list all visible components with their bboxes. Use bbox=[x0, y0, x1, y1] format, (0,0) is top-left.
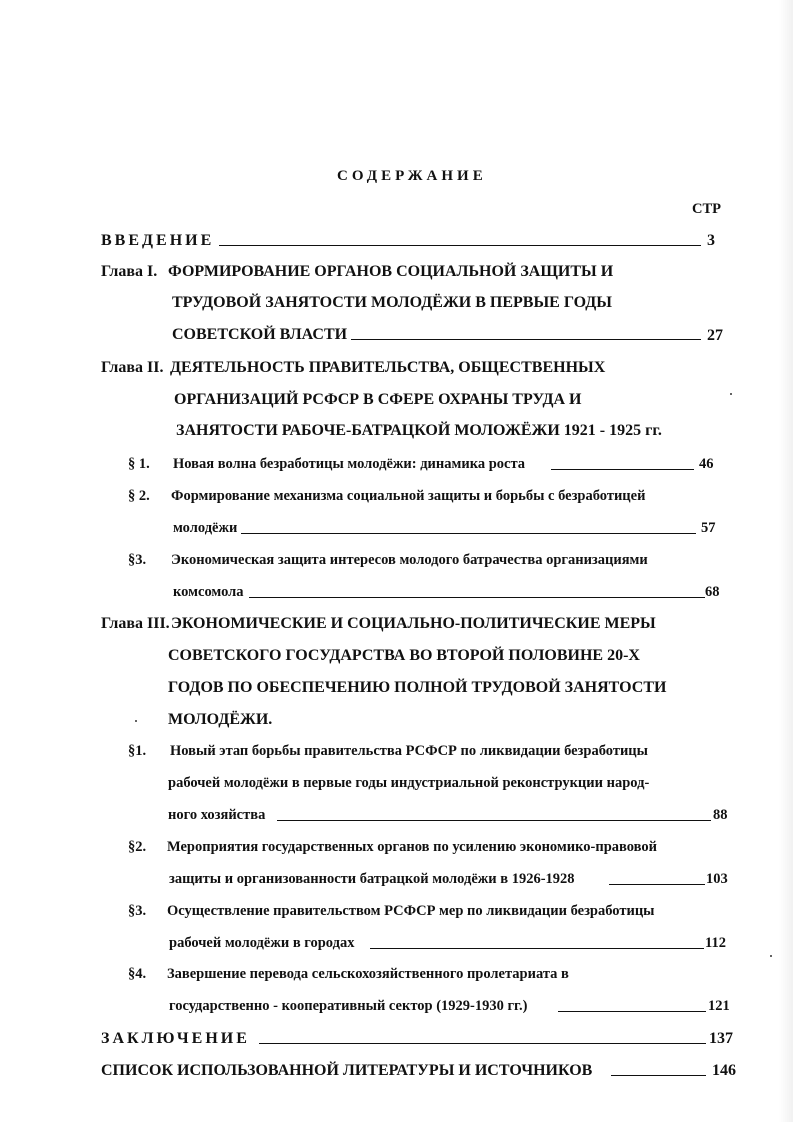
leader-line bbox=[259, 1043, 706, 1044]
page-number: 46 bbox=[699, 456, 714, 472]
chapter-title-line: ДЕЯТЕЛЬНОСТЬ ПРАВИТЕЛЬСТВА, ОБЩЕСТВЕННЫХ bbox=[170, 359, 606, 376]
chapter-title-line: ЭКОНОМИЧЕСКИЕ И СОЦИАЛЬНО-ПОЛИТИЧЕСКИЕ МЕРЫ bbox=[171, 615, 656, 632]
chapter-label: Глава I. bbox=[101, 263, 158, 280]
page-number: 68 bbox=[705, 584, 720, 600]
chapter-title-line: ОРГАНИЗАЦИЙ РСФСР В СФЕРЕ ОХРАНЫ ТРУДА И bbox=[174, 391, 582, 408]
section-title-line: государственно - кооперативный сектор (1929-1930 гг.) bbox=[169, 998, 528, 1014]
leader-line bbox=[277, 820, 711, 821]
section-title-line: защиты и организованности батрацкой молодёжи в 1926-1928 bbox=[169, 871, 575, 887]
section-title-line: Осуществление правительством РСФСР мер по ликвидации безработицы bbox=[167, 903, 655, 919]
toc-entry-conclusion: ЗАКЛЮЧЕНИЕ bbox=[101, 1030, 250, 1047]
leader-line bbox=[558, 1011, 706, 1012]
leader-line bbox=[609, 884, 705, 885]
scan-speck bbox=[135, 720, 137, 722]
chapter-title-line: МОЛОДЁЖИ. bbox=[168, 711, 273, 728]
section-label: §3. bbox=[128, 903, 147, 919]
leader-line bbox=[370, 948, 704, 949]
chapter-title-line: ЗАНЯТОСТИ РАБОЧЕ-БАТРАЦКОЙ МОЛОЖЁЖИ 1921 - 1925 гг. bbox=[176, 422, 662, 439]
page-number: 137 bbox=[709, 1030, 733, 1047]
chapter-label: Глава III. bbox=[101, 615, 170, 632]
page-number: 57 bbox=[701, 520, 716, 536]
page-number: 121 bbox=[708, 998, 730, 1014]
toc-entry-bibliography: СПИСОК ИСПОЛЬЗОВАННОЙ ЛИТЕРАТУРЫ И ИСТОЧНИКОВ bbox=[101, 1062, 593, 1079]
page-number: 88 bbox=[713, 807, 728, 823]
chapter-title-line: СОВЕТСКОГО ГОСУДАРСТВА ВО ВТОРОЙ ПОЛОВИНЕ 20-Х bbox=[168, 647, 640, 664]
page-number: 146 bbox=[712, 1062, 736, 1079]
chapter-label: Глава II. bbox=[101, 359, 164, 376]
scan-speck bbox=[770, 955, 772, 957]
section-title-line: рабочей молодёжи в городах bbox=[169, 935, 355, 951]
section-label: § 2. bbox=[128, 488, 150, 504]
chapter-title-line: ТРУДОВОЙ ЗАНЯТОСТИ МОЛОДЁЖИ В ПЕРВЫЕ ГОДЫ bbox=[172, 294, 612, 311]
chapter-title-line: СОВЕТСКОЙ ВЛАСТИ bbox=[172, 326, 348, 343]
leader-line bbox=[351, 339, 701, 340]
section-label: § 1. bbox=[128, 456, 150, 472]
page-number: 27 bbox=[707, 327, 723, 344]
section-title-line: комсомола bbox=[173, 584, 244, 600]
leader-line bbox=[219, 245, 701, 246]
section-title-line: Новый этап борьбы правительства РСФСР по ликвидации безработицы bbox=[170, 743, 648, 759]
scan-edge-shadow bbox=[779, 0, 793, 1122]
section-title-line: ного хозяйства bbox=[168, 807, 266, 823]
page-number: 103 bbox=[706, 871, 728, 887]
scan-speck bbox=[730, 393, 732, 395]
section-title-line: молодёжи bbox=[173, 520, 238, 536]
section-title-line: Завершение перевода сельскохозяйственного пролетариата в bbox=[167, 966, 569, 982]
leader-line bbox=[241, 533, 696, 534]
toc-entry-introduction: ВВЕДЕНИЕ bbox=[101, 232, 215, 249]
section-label: §2. bbox=[128, 839, 147, 855]
section-title-line: Формирование механизма социальной защиты и борьбы с безработицей bbox=[171, 488, 646, 504]
leader-line bbox=[611, 1075, 706, 1076]
page-title: СОДЕРЖАНИЕ bbox=[337, 168, 487, 184]
section-label: §4. bbox=[128, 966, 147, 982]
chapter-title-line: ФОРМИРОВАНИЕ ОРГАНОВ СОЦИАЛЬНОЙ ЗАЩИТЫ И bbox=[168, 263, 614, 280]
page-number: 3 bbox=[707, 232, 715, 249]
section-label: §1. bbox=[128, 743, 147, 759]
chapter-title-line: ГОДОВ ПО ОБЕСПЕЧЕНИЮ ПОЛНОЙ ТРУДОВОЙ ЗАНЯТОСТИ bbox=[168, 679, 667, 696]
leader-line bbox=[249, 597, 705, 598]
section-title-line: Экономическая защита интересов молодого батрачества организациями bbox=[171, 552, 648, 568]
section-title-line: Новая волна безработицы молодёжи: динамика роста bbox=[173, 456, 526, 472]
page-number: 112 bbox=[705, 935, 726, 951]
section-label: §3. bbox=[128, 552, 147, 568]
section-title-line: рабочей молодёжи в первые годы индустриальной реконструкции народ- bbox=[168, 775, 650, 791]
page-column-label: СТР bbox=[692, 201, 721, 217]
leader-line bbox=[551, 469, 694, 470]
section-title-line: Мероприятия государственных органов по усилению экономико-правовой bbox=[167, 839, 658, 855]
